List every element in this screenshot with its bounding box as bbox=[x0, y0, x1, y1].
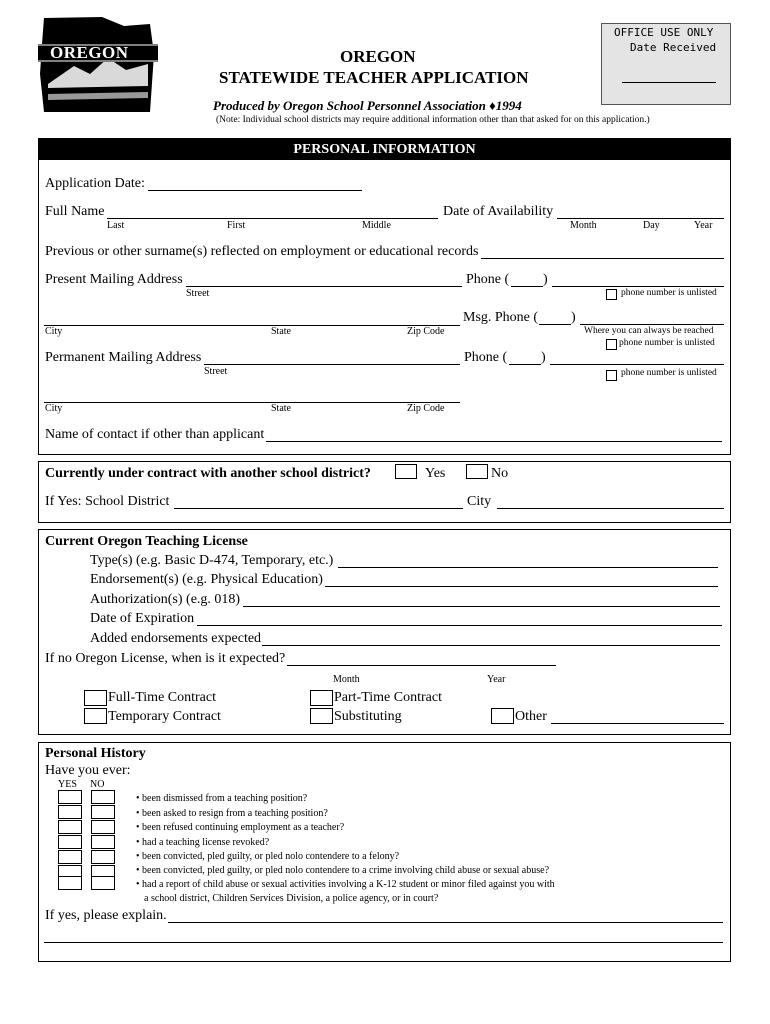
office-use-label: OFFICE USE ONLY bbox=[614, 26, 714, 39]
full-time-checkbox[interactable] bbox=[84, 690, 107, 706]
availability-label: Date of Availability bbox=[443, 204, 554, 219]
contract-no-checkbox[interactable] bbox=[466, 464, 488, 479]
previous-surname-label: Previous or other surname(s) reflected on employment or educational records bbox=[45, 244, 479, 259]
no-header: NO bbox=[90, 779, 105, 790]
district-city-label: City bbox=[467, 494, 492, 509]
endorsements-field[interactable] bbox=[325, 586, 718, 587]
city-caption-2: City bbox=[45, 403, 63, 414]
substituting-label: Substituting bbox=[334, 709, 402, 724]
full-name-field[interactable] bbox=[107, 218, 438, 219]
street-caption-2: Street bbox=[204, 366, 228, 377]
first-caption: First bbox=[227, 220, 246, 231]
license-title: Current Oregon Teaching License bbox=[45, 534, 248, 549]
temporary-checkbox[interactable] bbox=[84, 708, 107, 724]
history-no-3[interactable] bbox=[91, 820, 115, 834]
license-types-field[interactable] bbox=[338, 567, 718, 568]
permanent-phone-label: Phone ( bbox=[464, 350, 508, 365]
history-no-4[interactable] bbox=[91, 835, 115, 849]
history-no-2[interactable] bbox=[91, 805, 115, 819]
month-caption: Month bbox=[570, 220, 597, 231]
explain-field-1[interactable] bbox=[168, 922, 723, 923]
permanent-mailing-field[interactable] bbox=[204, 364, 460, 365]
city-caption: City bbox=[45, 326, 63, 337]
msg-phone-label: Msg. Phone ( bbox=[463, 310, 539, 325]
always-reached-label: Where you can always be reached bbox=[584, 326, 714, 336]
other-checkbox[interactable] bbox=[491, 708, 514, 724]
have-you-ever: Have you ever: bbox=[45, 763, 131, 778]
year-caption: Year bbox=[694, 220, 713, 231]
history-item-2: • been asked to resign from a teaching position? bbox=[136, 808, 328, 819]
expiration-label: Date of Expiration bbox=[90, 611, 195, 626]
state-caption-2: State bbox=[271, 403, 291, 414]
produced-by: Produced by Oregon School Personnel Association ♦1994 bbox=[213, 98, 522, 113]
history-title: Personal History bbox=[45, 746, 146, 761]
logo-text: OREGON bbox=[50, 43, 129, 62]
availability-field[interactable] bbox=[557, 218, 724, 219]
history-item-5: • been convicted, pled guilty, or pled nolo contendere to a felony? bbox=[136, 851, 400, 862]
present-phone-area[interactable] bbox=[511, 286, 543, 287]
msg-unlisted-checkbox[interactable] bbox=[606, 339, 617, 350]
history-yes-1[interactable] bbox=[58, 790, 82, 804]
contract-no-label: No bbox=[491, 466, 509, 481]
expiration-field[interactable] bbox=[197, 625, 722, 626]
history-no-5[interactable] bbox=[91, 850, 115, 864]
zip-caption-2: Zip Code bbox=[407, 403, 445, 414]
endorsements-label: Endorsement(s) (e.g. Physical Education) bbox=[90, 572, 323, 587]
authorizations-field[interactable] bbox=[243, 606, 720, 607]
school-district-field[interactable] bbox=[174, 508, 463, 509]
part-time-label: Part-Time Contract bbox=[334, 690, 442, 705]
explain-field-2[interactable] bbox=[44, 942, 723, 943]
present-phone-field[interactable] bbox=[552, 286, 724, 287]
oregon-logo bbox=[38, 14, 158, 118]
present-phone-paren: ) bbox=[543, 272, 548, 287]
temporary-label: Temporary Contract bbox=[108, 709, 221, 724]
permanent-phone-paren: ) bbox=[541, 350, 546, 365]
zip-caption: Zip Code bbox=[407, 326, 445, 337]
contract-yes-label: Yes bbox=[425, 466, 446, 481]
history-yes-7[interactable] bbox=[58, 876, 82, 890]
full-time-label: Full-Time Contract bbox=[108, 690, 216, 705]
no-license-field[interactable] bbox=[287, 665, 556, 666]
present-unlisted-label: phone number is unlisted bbox=[621, 288, 717, 298]
contract-question: Currently under contract with another school district? bbox=[45, 466, 371, 481]
oregon-map-icon bbox=[38, 14, 158, 118]
previous-surname-field[interactable] bbox=[481, 258, 724, 259]
history-item-7-cont: a school district, Children Services Division, a police agency, or in court? bbox=[144, 893, 439, 904]
history-no-1[interactable] bbox=[91, 790, 115, 804]
day-caption: Day bbox=[643, 220, 660, 231]
present-mailing-label: Present Mailing Address bbox=[45, 272, 183, 287]
part-time-checkbox[interactable] bbox=[310, 690, 333, 706]
permanent-unlisted-checkbox[interactable] bbox=[606, 370, 617, 381]
permanent-phone-area[interactable] bbox=[509, 364, 541, 365]
history-yes-5[interactable] bbox=[58, 850, 82, 864]
application-date-label: Application Date: bbox=[45, 176, 145, 191]
contact-field[interactable] bbox=[266, 441, 722, 442]
added-endorsements-field[interactable] bbox=[262, 645, 720, 646]
contract-yes-checkbox[interactable] bbox=[395, 464, 417, 479]
application-date-field[interactable] bbox=[148, 190, 362, 191]
present-unlisted-checkbox[interactable] bbox=[606, 289, 617, 300]
permanent-city-state-field[interactable] bbox=[44, 402, 460, 403]
yes-header: YES bbox=[58, 779, 77, 790]
license-month-caption: Month bbox=[333, 674, 360, 685]
present-phone-label: Phone ( bbox=[466, 272, 510, 287]
substituting-checkbox[interactable] bbox=[310, 708, 333, 724]
school-district-label: If Yes: School District bbox=[45, 494, 170, 509]
msg-phone-paren: ) bbox=[571, 310, 576, 325]
msg-phone-area[interactable] bbox=[539, 324, 571, 325]
license-year-caption: Year bbox=[487, 674, 506, 685]
permanent-unlisted-label: phone number is unlisted bbox=[621, 368, 717, 378]
other-field[interactable] bbox=[551, 723, 724, 724]
title-oregon: OREGON bbox=[340, 47, 416, 66]
history-item-1: • been dismissed from a teaching position? bbox=[136, 793, 308, 804]
district-city-field[interactable] bbox=[497, 508, 724, 509]
history-yes-2[interactable] bbox=[58, 805, 82, 819]
date-received-line[interactable] bbox=[622, 82, 716, 83]
permanent-phone-field[interactable] bbox=[550, 364, 724, 365]
authorizations-label: Authorization(s) (e.g. 018) bbox=[90, 592, 241, 607]
history-no-7[interactable] bbox=[91, 876, 115, 890]
section-title: PERSONAL INFORMATION bbox=[293, 142, 476, 157]
personal-info-header bbox=[39, 139, 730, 160]
office-use-box bbox=[601, 23, 731, 105]
msg-unlisted-label: phone number is unlisted bbox=[619, 338, 715, 348]
permanent-mailing-label: Permanent Mailing Address bbox=[45, 350, 202, 365]
history-item-6: • been convicted, pled guilty, or pled nolo contendere to a crime involving child abuse or sexual abuse? bbox=[136, 865, 550, 876]
no-license-label: If no Oregon License, when is it expected? bbox=[45, 651, 286, 666]
added-endorsements-label: Added endorsements expected bbox=[90, 631, 262, 646]
street-caption: Street bbox=[186, 288, 210, 299]
title-application: STATEWIDE TEACHER APPLICATION bbox=[219, 68, 529, 87]
history-item-3: • been refused continuing employment as a teacher? bbox=[136, 822, 345, 833]
present-mailing-field[interactable] bbox=[186, 286, 462, 287]
history-yes-4[interactable] bbox=[58, 835, 82, 849]
full-name-label: Full Name bbox=[45, 204, 105, 219]
license-types-label: Type(s) (e.g. Basic D-474, Temporary, etc.) bbox=[90, 553, 334, 568]
other-label: Other bbox=[515, 709, 547, 724]
history-yes-3[interactable] bbox=[58, 820, 82, 834]
last-caption: Last bbox=[107, 220, 125, 231]
state-caption: State bbox=[271, 326, 291, 337]
present-city-state-field[interactable] bbox=[44, 325, 460, 326]
middle-caption: Middle bbox=[362, 220, 391, 231]
date-received-label: Date Received bbox=[630, 41, 717, 54]
history-item-7: • had a report of child abuse or sexual activities involving a K-12 student or minor filed against you with bbox=[136, 879, 555, 890]
contact-label: Name of contact if other than applicant bbox=[45, 427, 265, 442]
msg-phone-field[interactable] bbox=[580, 324, 724, 325]
note-text: (Note: Individual school districts may require additional information other than that asked for on this application.) bbox=[216, 115, 650, 125]
history-item-4: • had a teaching license revoked? bbox=[136, 837, 270, 848]
explain-label: If yes, please explain. bbox=[45, 908, 167, 923]
